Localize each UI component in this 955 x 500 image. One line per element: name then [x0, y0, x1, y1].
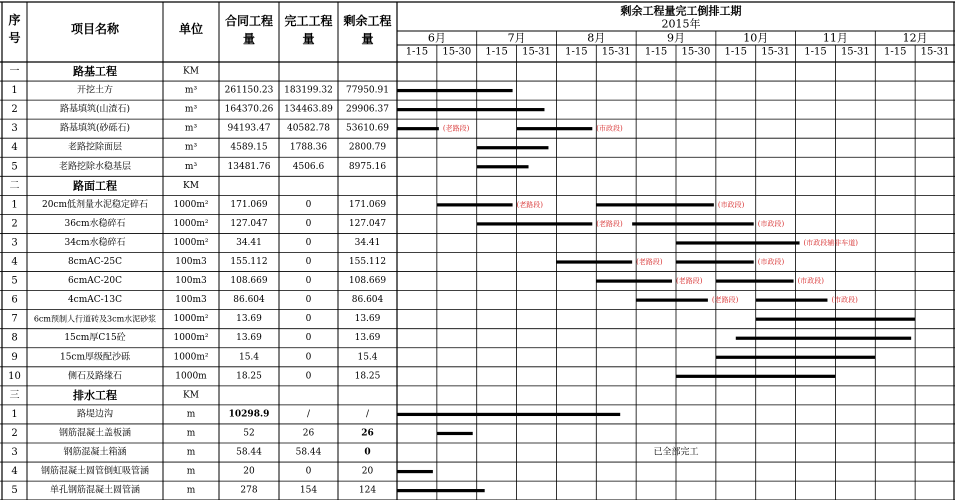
- gantt-bar: [517, 127, 593, 130]
- row-name: 路基填筑(砂砾石): [59, 123, 131, 134]
- row-name: 单孔钢筋混凝土圆管涵: [49, 485, 141, 496]
- row-done: 4506.6: [292, 161, 325, 172]
- row-done: 0: [305, 257, 312, 268]
- gantt-bar: [397, 413, 620, 416]
- row-done: 40582.78: [287, 123, 330, 134]
- gantt-bar: [437, 432, 473, 435]
- gantt-bar: [397, 127, 439, 130]
- gantt-bar: [736, 337, 911, 340]
- half-period-label: 15-30: [681, 46, 711, 58]
- row-remain: 2800.79: [348, 142, 387, 153]
- row-name: 钢筋混凝土盖板涵: [58, 428, 132, 439]
- gantt-bar: [397, 489, 485, 492]
- half-period-label: 15-31: [601, 46, 631, 58]
- gantt-bar: [676, 260, 754, 263]
- row-name: 排水工程: [73, 388, 117, 402]
- row-remain: 26: [361, 428, 374, 439]
- month-label: 7月: [507, 31, 526, 45]
- header-remain-line1: 剩余工程: [343, 14, 392, 28]
- row-name: 36cm水稳碎石: [64, 218, 126, 229]
- half-period-label: 1-15: [565, 46, 588, 58]
- row-done: 0: [305, 237, 312, 248]
- row-name: 路面工程: [73, 179, 117, 193]
- row-remain: 20: [361, 466, 374, 477]
- half-period-label: 15-31: [840, 46, 870, 58]
- gantt-bar-label: (市政段): [757, 258, 785, 267]
- row-seq: 1: [11, 199, 18, 211]
- row-name: 4cmAC-13C: [67, 295, 123, 306]
- row-name: 钢筋混凝土圆管倒虹吸管涵: [40, 466, 150, 477]
- row-unit: 1000m²: [173, 314, 209, 325]
- row-contract: 52: [243, 428, 255, 439]
- row-done: 0: [305, 466, 312, 477]
- gantt-note: 已全部完工: [653, 447, 699, 458]
- gantt-bar: [437, 203, 513, 206]
- row-seq: 5: [11, 485, 18, 497]
- row-contract: 15.4: [238, 352, 260, 363]
- row-seq: 4: [11, 142, 18, 154]
- row-remain: 171.069: [348, 199, 387, 210]
- row-contract: 261150.23: [224, 85, 274, 96]
- header-name: 项目名称: [70, 22, 120, 36]
- row-remain: 86.604: [351, 295, 384, 306]
- row-seq: 3: [11, 447, 18, 459]
- row-unit: 1000m²: [173, 237, 209, 248]
- row-unit: 1000m²: [173, 218, 209, 229]
- row-name: 15cm厚C15砼: [64, 333, 126, 344]
- gantt-bar: [596, 279, 672, 282]
- month-label: 12月: [902, 31, 928, 45]
- row-unit: m: [186, 466, 196, 477]
- chart-title: 剩余工程量完工倒排工期: [620, 4, 742, 18]
- row-unit: m: [186, 447, 196, 458]
- gantt-bar: [716, 279, 794, 282]
- row-contract: 278: [240, 485, 258, 496]
- gantt-bar-label: (老路段): [676, 277, 703, 286]
- row-done: 154: [299, 485, 318, 496]
- header-done-line2: 量: [302, 32, 315, 46]
- row-contract: 58.44: [236, 447, 262, 458]
- row-contract: 155.112: [230, 257, 268, 268]
- row-done: 0: [305, 199, 312, 210]
- row-seq: 2: [11, 427, 18, 439]
- gantt-bar: [756, 299, 828, 302]
- half-period-label: 1-15: [724, 46, 748, 58]
- row-unit: 1000m²: [173, 333, 209, 344]
- row-contract: 10298.9: [228, 409, 270, 420]
- half-period-label: 1-15: [405, 46, 429, 58]
- header-contract-line1: 合同工程: [224, 14, 274, 28]
- row-contract: 108.669: [230, 276, 268, 287]
- row-done: 1788.36: [289, 142, 328, 153]
- row-name: 20cm低剂量水泥稳定碎石: [41, 199, 149, 210]
- row-contract: 4589.15: [230, 142, 268, 153]
- header-done-line1: 完工工程: [284, 14, 333, 28]
- row-seq: 3: [11, 237, 18, 249]
- row-unit: m: [186, 409, 196, 420]
- row-seq: 8: [11, 332, 18, 344]
- row-name: 8cmAC-25C: [67, 257, 123, 268]
- row-done: 0: [305, 352, 312, 363]
- row-contract: 171.069: [230, 199, 268, 210]
- row-name: 6cm预制人行道砖及3cm水泥砂浆: [33, 314, 157, 324]
- row-seq: 5: [11, 275, 18, 287]
- row-unit: m³: [184, 104, 198, 115]
- row-contract: 18.25: [236, 371, 262, 382]
- row-done: 0: [305, 295, 312, 306]
- gantt-bar-label: (老路段): [442, 124, 470, 133]
- header-contract-line2: 量: [242, 32, 256, 46]
- row-done: 26: [302, 428, 315, 439]
- row-contract: 127.047: [230, 218, 268, 229]
- gantt-bar: [397, 470, 433, 473]
- row-unit: KM: [183, 66, 199, 77]
- row-name: 老路挖除面层: [67, 142, 123, 153]
- row-remain: 77950.91: [346, 85, 389, 96]
- row-seq: 三: [9, 389, 20, 401]
- row-name: 钢筋混凝土箱涵: [63, 447, 127, 458]
- half-period-label: 15-30: [442, 46, 472, 58]
- row-unit: 1000m: [175, 371, 207, 382]
- row-remain: /: [365, 409, 370, 420]
- row-seq: 4: [11, 256, 18, 268]
- half-period-label: 1-15: [485, 46, 508, 58]
- row-unit: m: [186, 428, 196, 439]
- row-seq: 6: [11, 294, 18, 306]
- gantt-bar-label: (市政段): [717, 200, 745, 209]
- row-name: 老路挖除水稳基层: [58, 161, 132, 172]
- month-label: 10月: [743, 31, 769, 45]
- gantt-bar-label: (市政段): [596, 124, 623, 133]
- row-name: 开挖土方: [76, 85, 114, 96]
- row-remain: 0: [364, 447, 371, 458]
- row-done: 0: [305, 371, 312, 382]
- row-unit: m: [186, 485, 196, 496]
- row-done: 183199.32: [284, 85, 333, 96]
- half-period-label: 1-15: [804, 46, 827, 58]
- row-seq: 2: [11, 104, 18, 116]
- month-label: 6月: [427, 31, 446, 45]
- row-remain: 29906.37: [346, 104, 389, 115]
- gantt-bar: [756, 318, 915, 321]
- row-remain: 108.669: [348, 276, 387, 287]
- row-contract: 13.69: [236, 314, 262, 325]
- row-seq: 7: [11, 313, 18, 325]
- row-seq: 1: [11, 85, 18, 97]
- row-contract: 86.604: [233, 295, 265, 306]
- row-unit: 100m3: [175, 257, 207, 268]
- gantt-bar-label: (市政段辅非车道): [803, 238, 859, 247]
- gantt-bar: [397, 108, 544, 111]
- row-remain: 13.69: [354, 333, 381, 344]
- row-seq: 2: [11, 218, 18, 230]
- row-seq: 1: [11, 408, 18, 420]
- half-period-label: 15-31: [920, 46, 950, 58]
- gantt-bar: [477, 146, 549, 149]
- row-remain: 15.4: [357, 352, 378, 363]
- row-done: 0: [305, 314, 312, 325]
- half-period-label: 15-31: [522, 46, 551, 58]
- row-remain: 8975.16: [348, 161, 387, 172]
- row-contract: 20: [243, 466, 255, 477]
- header-remain-line2: 量: [361, 32, 374, 46]
- gantt-bar: [596, 203, 714, 206]
- row-done: 0: [305, 218, 312, 229]
- gantt-bar: [632, 222, 754, 225]
- row-unit: KM: [183, 390, 199, 401]
- gantt-bar-label: (市政段): [757, 219, 785, 228]
- gantt-bar: [556, 260, 632, 263]
- gantt-bar: [676, 241, 800, 244]
- row-seq: 5: [11, 161, 18, 173]
- row-done: 0: [305, 333, 312, 344]
- header-seq-char1: 序: [8, 13, 21, 27]
- row-seq: 一: [9, 66, 20, 78]
- row-done: 134463.89: [284, 104, 333, 115]
- row-seq: 3: [11, 123, 18, 135]
- row-name: 路堤边沟: [76, 409, 114, 420]
- row-contract: 13.69: [236, 333, 262, 344]
- row-done: /: [306, 409, 311, 420]
- gantt-bar: [477, 165, 529, 168]
- gantt-bar: [477, 222, 593, 225]
- row-name: 34cm水稳碎石: [64, 237, 126, 248]
- row-name: 侧石及路缘石: [67, 371, 123, 382]
- half-period-label: 1-15: [644, 46, 668, 58]
- month-label: 8月: [587, 31, 606, 45]
- row-name: 6cmAC-20C: [67, 276, 123, 287]
- row-name: 路基工程: [73, 65, 117, 79]
- gantt-bar: [397, 89, 513, 92]
- row-contract: 164370.26: [224, 104, 274, 115]
- row-unit: m³: [184, 85, 198, 96]
- row-remain: 34.41: [354, 237, 381, 248]
- row-done: 0: [305, 276, 312, 287]
- row-remain: 127.047: [348, 218, 387, 229]
- row-unit: m³: [184, 161, 198, 172]
- header-seq-char2: 号: [8, 31, 21, 45]
- row-seq: 二: [9, 180, 20, 192]
- row-done: 58.44: [295, 447, 322, 458]
- gantt-bar-label: (老路段): [516, 200, 544, 209]
- gantt-bar-label: (老路段): [636, 258, 663, 267]
- row-remain: 124: [358, 485, 377, 496]
- gantt-bar-label: (老路段): [596, 219, 623, 228]
- row-name: 15cm厚级配沙砾: [59, 352, 131, 363]
- row-unit: m³: [184, 142, 198, 153]
- half-period-label: 1-15: [883, 46, 907, 58]
- row-unit: 100m3: [175, 276, 207, 287]
- row-remain: 53610.69: [346, 123, 389, 134]
- month-label: 11月: [822, 31, 848, 45]
- gantt-bar-label: (市政段): [797, 277, 825, 286]
- row-contract: 34.41: [236, 237, 262, 248]
- row-remain: 13.69: [354, 314, 381, 325]
- row-name: 路基填筑(山渣石): [59, 104, 131, 115]
- row-seq: 4: [11, 466, 18, 478]
- row-contract: 13481.76: [227, 161, 271, 172]
- row-seq: 10: [8, 370, 21, 382]
- row-unit: 1000m²: [173, 352, 209, 363]
- row-unit: 100m3: [175, 295, 207, 306]
- chart-year: 2015年: [661, 17, 701, 31]
- gantt-bar-label: (老路段): [711, 296, 739, 305]
- half-period-label: 15-31: [761, 46, 791, 58]
- gantt-bar: [716, 356, 875, 359]
- header-unit: 单位: [178, 22, 204, 36]
- row-seq: 9: [11, 351, 18, 363]
- gantt-bar: [676, 375, 835, 378]
- row-unit: m³: [184, 123, 198, 134]
- row-remain: 155.112: [348, 257, 387, 268]
- row-unit: 1000m²: [173, 199, 209, 210]
- gantt-bar-label: (市政段): [831, 296, 858, 305]
- row-unit: KM: [183, 180, 199, 191]
- gantt-bar: [636, 299, 708, 302]
- row-contract: 94193.47: [227, 123, 271, 134]
- row-remain: 18.25: [354, 371, 381, 382]
- month-label: 9月: [667, 31, 685, 45]
